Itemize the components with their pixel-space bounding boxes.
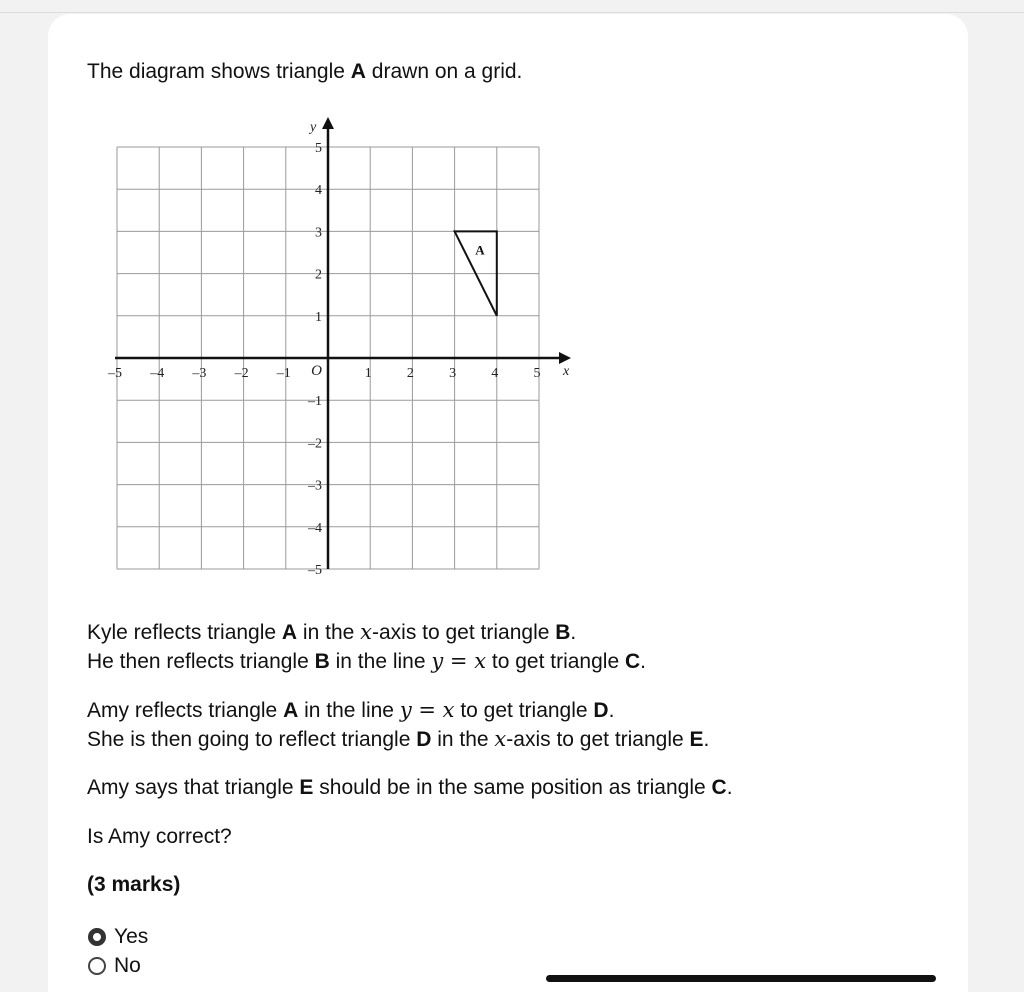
x-tick-label: 3 (449, 366, 457, 381)
x-tick-label: 2 (406, 366, 414, 381)
question-text: Is Amy correct? (87, 825, 232, 848)
marks-label: (3 marks) (87, 873, 181, 896)
top-divider (0, 12, 1024, 13)
kyle-paragraph: Kyle reflects triangle A in the x-axis to get triangle B. He then reflects triangle B in the line y = x to get triangle C. (87, 620, 646, 673)
grid-svg (105, 110, 585, 580)
triangle-a-label: A (475, 242, 485, 258)
x-tick-label: –1 (276, 366, 291, 381)
coordinate-grid (105, 110, 585, 585)
x-tick-label: –2 (234, 366, 249, 381)
answer-options (88, 922, 148, 980)
option-yes[interactable] (88, 922, 148, 951)
amy-paragraph: Amy reflects triangle A in the line y = x to get triangle D. She is then going to reflect triangle D in the x-axis to get triangle E. (87, 698, 710, 751)
radio-selected-icon[interactable] (88, 928, 106, 946)
home-indicator (546, 975, 936, 982)
y-tick-label: –4 (308, 520, 322, 536)
x-tick-label: –3 (192, 366, 207, 381)
x-tick-label: 5 (533, 366, 541, 381)
claim-paragraph: Amy says that triangle E should be in the same position as triangle C. (87, 776, 733, 799)
y-tick-label: –2 (308, 436, 322, 452)
origin-label: O (311, 363, 322, 379)
y-tick-label: 2 (315, 267, 322, 283)
x-axis-label: x (563, 364, 570, 379)
y-axis-label: y (310, 120, 317, 135)
x-tick-label: –4 (150, 366, 165, 381)
y-tick-label: 4 (315, 183, 322, 199)
x-tick-label: –5 (108, 366, 122, 381)
x-tick-label: 4 (491, 366, 499, 381)
y-tick-label: –1 (308, 394, 322, 410)
option-no-label: No (114, 953, 141, 977)
y-axis-arrow-icon (322, 117, 334, 129)
y-tick-label: 1 (315, 309, 322, 325)
option-no[interactable] (88, 951, 148, 980)
option-yes-label: Yes (114, 924, 149, 948)
y-tick-label: 5 (315, 141, 322, 156)
y-tick-label: –3 (308, 478, 322, 494)
y-tick-label: –5 (308, 563, 322, 578)
radio-empty-icon[interactable] (88, 957, 106, 975)
intro-text: The diagram shows triangle A drawn on a grid. (87, 60, 523, 83)
y-tick-label: 3 (315, 225, 322, 241)
x-tick-label: 1 (364, 366, 372, 381)
x-axis-arrow-icon (559, 352, 571, 364)
